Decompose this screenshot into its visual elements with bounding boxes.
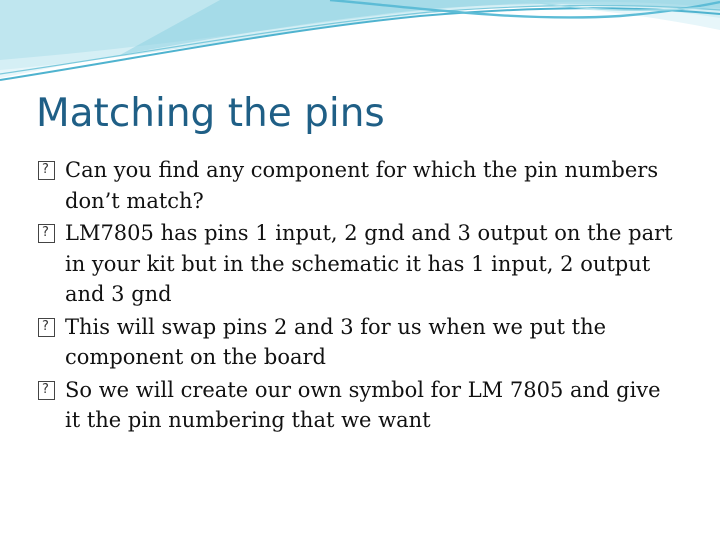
- bullet-text: This will swap pins 2 and 3 for us when we put the component on the board: [65, 314, 607, 369]
- bullet-glyph-icon: [38, 318, 55, 337]
- bullet-text: So we will create our own symbol for LM 7805 and give it the pin numbering that we want: [65, 377, 661, 432]
- bullet-glyph-icon: [38, 224, 55, 243]
- bullet-text: Can you find any component for which the pin numbers don’t match?: [65, 158, 659, 213]
- bullet-item: [38, 312, 678, 373]
- bullet-item: [38, 375, 678, 436]
- bullet-glyph-icon: [38, 381, 55, 400]
- bullet-glyph-icon: [38, 161, 55, 180]
- wave-header-decoration: [0, 0, 720, 92]
- slide-title: Matching the pins: [36, 91, 385, 136]
- bullet-list: [38, 155, 678, 438]
- bullet-item: [38, 155, 678, 216]
- bullet-text: LM7805 has pins 1 input, 2 gnd and 3 output on the part in your kit but in the schematic it has 1 input, 2 output and 3 gnd: [65, 221, 673, 306]
- bullet-item: [38, 218, 678, 310]
